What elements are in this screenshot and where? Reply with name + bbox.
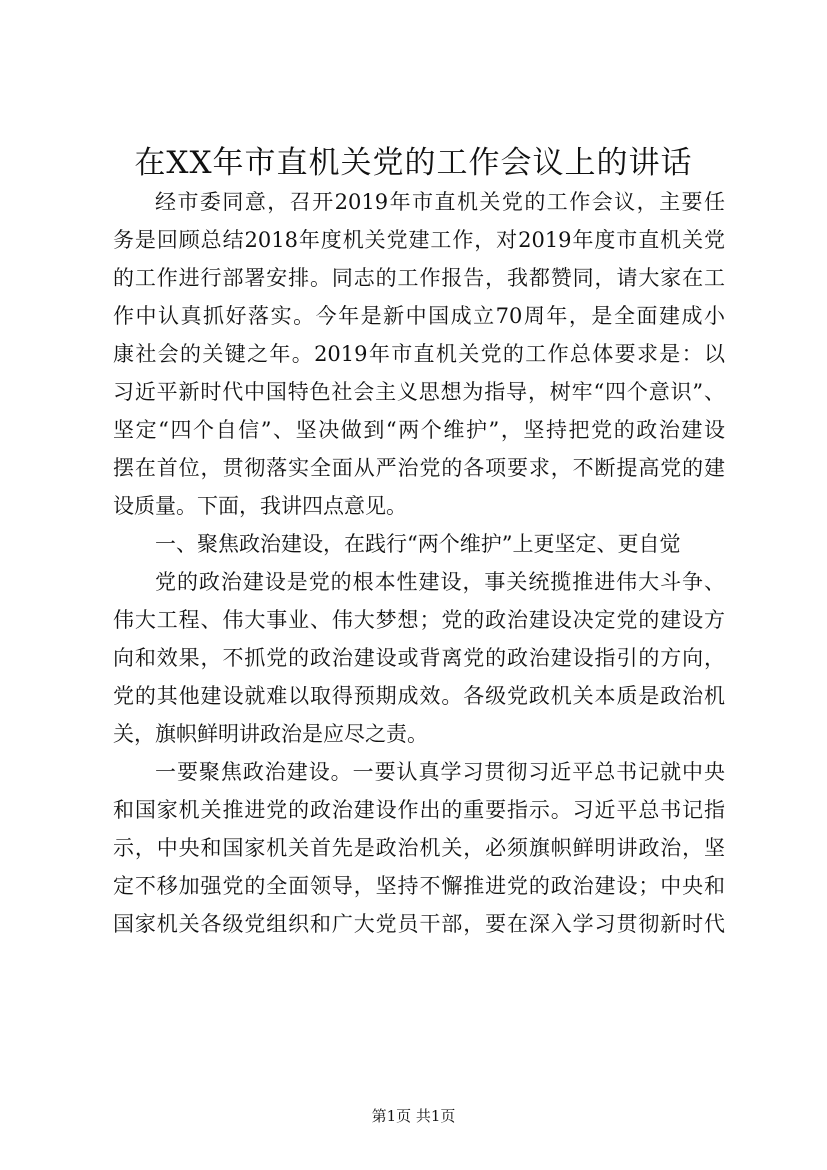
- text-line: 务是回顾总结2018年度机关党建工作，对2019年度市直机关党: [113, 228, 725, 252]
- text-line: 示，中央和国家机关首先是政治机关，必须旗帜鲜明讲政治，坚: [113, 836, 725, 860]
- text-line: 习近平新时代中国特色社会主义思想为指导，树牢“四个意识”、: [113, 380, 725, 404]
- section-heading: 一、聚焦政治建设，在践行“两个维护”上更坚定、更自觉: [155, 532, 681, 556]
- text-line: 伟大工程、伟大事业、伟大梦想；党的政治建设决定党的建设方: [113, 608, 725, 632]
- text-line: 坚定“四个自信”、坚决做到“两个维护”，坚持把党的政治建设: [113, 418, 725, 442]
- text-line: 和国家机关推进党的政治建设作出的重要指示。习近平总书记指: [113, 798, 725, 822]
- text-line: 摆在首位，贯彻落实全面从严治党的各项要求，不断提高党的建: [113, 456, 725, 480]
- text-line: 作中认真抓好落实。今年是新中国成立70周年，是全面建成小: [113, 304, 725, 328]
- text-line: 党的政治建设是党的根本性建设，事关统揽推进伟大斗争、: [155, 570, 725, 594]
- text-line: 关，旗帜鲜明讲政治是应尽之责。: [113, 722, 428, 746]
- text-line: 定不移加强党的全面领导，坚持不懈推进党的政治建设；中央和: [113, 874, 725, 898]
- text-line: 一要聚焦政治建设。一要认真学习贯彻习近平总书记就中央: [155, 760, 725, 784]
- text-line: 向和效果，不抓党的政治建设或背离党的政治建设指引的方向，: [113, 646, 725, 670]
- page-title: 在XX年市直机关党的工作会议上的讲话: [134, 145, 693, 181]
- text-line: 国家机关各级党组织和广大党员干部，要在深入学习贯彻新时代: [113, 912, 725, 936]
- text-line: 设质量。下面，我讲四点意见。: [113, 494, 407, 518]
- text-line: 经市委同意，召开2019年市直机关党的工作会议，主要任: [155, 190, 725, 214]
- page-footer: 第1页 共1页: [371, 1107, 456, 1125]
- text-line: 党的其他建设就难以取得预期成效。各级党政机关本质是政治机: [113, 684, 725, 708]
- text-line: 康社会的关键之年。2019年市直机关党的工作总体要求是：以: [113, 342, 725, 366]
- text-line: 的工作进行部署安排。同志的工作报告，我都赞同，请大家在工: [113, 266, 725, 290]
- body-text: [113, 183, 725, 943]
